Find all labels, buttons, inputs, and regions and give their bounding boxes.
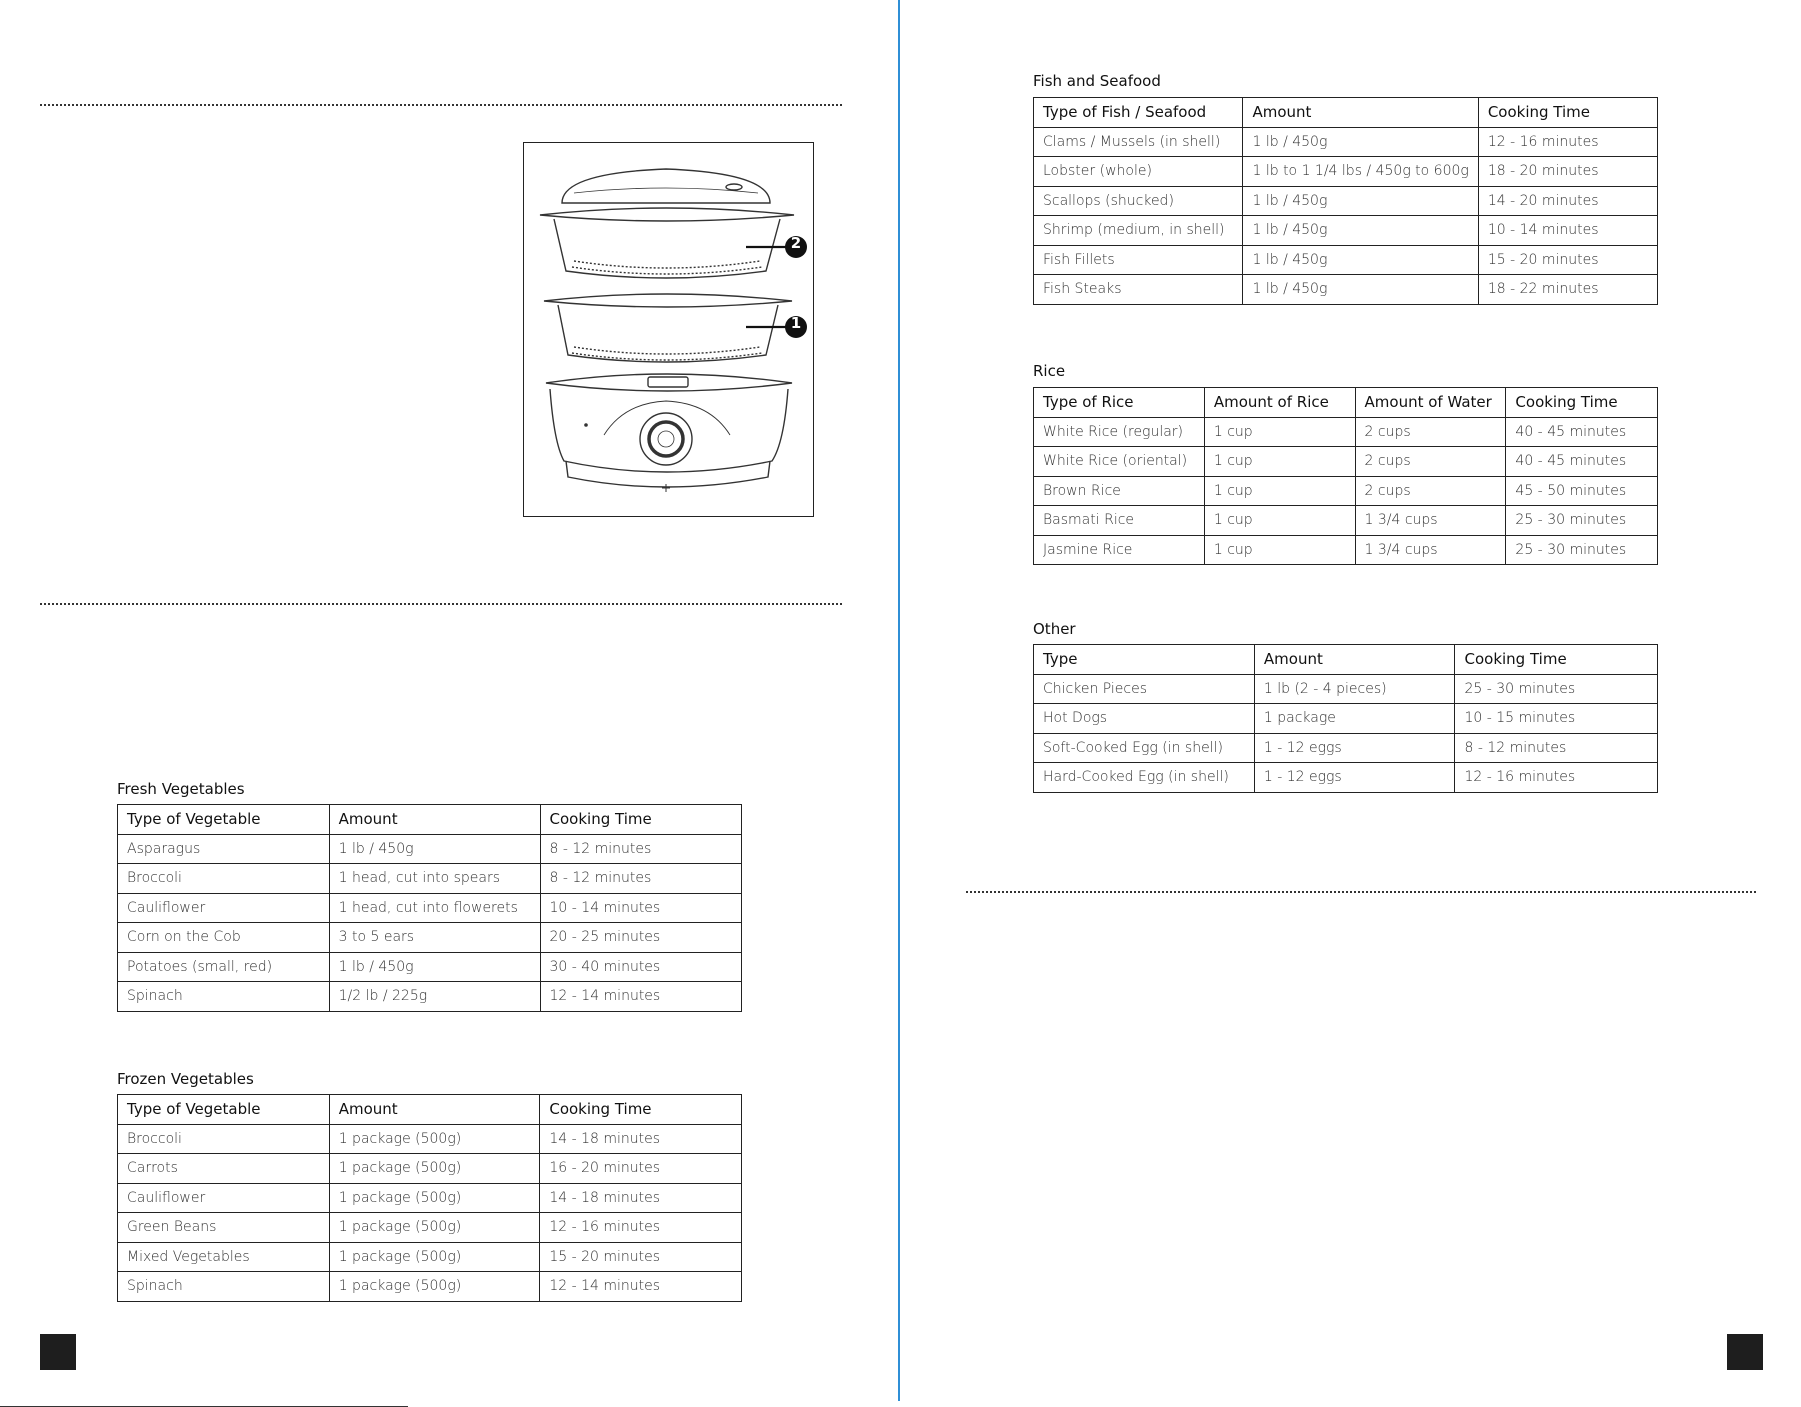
- table-row: [1034, 216, 1658, 246]
- table-cell: 25 - 30 minutes: [1506, 535, 1658, 565]
- table-cell: White Rice (regular): [1034, 417, 1205, 447]
- table-row: [1034, 447, 1658, 477]
- table-cell: 1 package (500g): [329, 1154, 540, 1184]
- table-cell: 12 - 16 minutes: [540, 1213, 742, 1243]
- table-cell: 10 - 15 minutes: [1455, 704, 1658, 734]
- table-cell: Cauliflower: [118, 893, 330, 923]
- table-cell: 1 head, cut into spears: [329, 864, 540, 894]
- table-cell: 1 cup: [1204, 506, 1355, 536]
- table-cell: 14 - 20 minutes: [1478, 186, 1657, 216]
- table-cell: Lobster (whole): [1034, 157, 1243, 187]
- table-cell: 30 - 40 minutes: [540, 952, 741, 982]
- table-cell: 1 cup: [1204, 417, 1355, 447]
- table-cell: 1 lb / 450g: [1243, 245, 1478, 275]
- table-cell: White Rice (oriental): [1034, 447, 1205, 477]
- column-header: Type of Vegetable: [118, 805, 330, 835]
- other-title: Other: [1033, 620, 1076, 638]
- table-cell: Spinach: [118, 982, 330, 1012]
- table-row: [118, 1213, 742, 1243]
- table-row: [1034, 127, 1658, 157]
- table-cell: 1 3/4 cups: [1355, 506, 1506, 536]
- table-row: [1034, 157, 1658, 187]
- frozen-vegetables-title: Frozen Vegetables: [117, 1070, 254, 1088]
- table-header-row: [1034, 388, 1658, 418]
- column-header: Amount: [329, 1095, 540, 1125]
- table-cell: 8 - 12 minutes: [540, 864, 741, 894]
- table-cell: 1 lb to 1 1/4 lbs / 450g to 600g: [1243, 157, 1478, 187]
- page-corner-mark: [40, 1334, 76, 1370]
- table-cell: Potatoes (small, red): [118, 952, 330, 982]
- table-cell: 45 - 50 minutes: [1506, 476, 1658, 506]
- table-cell: 3 to 5 ears: [329, 923, 540, 953]
- table-row: [118, 1272, 742, 1302]
- dotted-divider: [40, 603, 842, 605]
- table-header-row: [118, 805, 742, 835]
- table-row: [118, 982, 742, 1012]
- table-row: [118, 1124, 742, 1154]
- table-cell: 25 - 30 minutes: [1506, 506, 1658, 536]
- table-cell: 40 - 45 minutes: [1506, 417, 1658, 447]
- table-cell: 15 - 20 minutes: [540, 1242, 742, 1272]
- table-cell: 12 - 16 minutes: [1455, 763, 1658, 793]
- table-row: [1034, 275, 1658, 305]
- table-cell: Corn on the Cob: [118, 923, 330, 953]
- dotted-divider: [40, 104, 842, 106]
- table-cell: 10 - 14 minutes: [1478, 216, 1657, 246]
- table-cell: 1 3/4 cups: [1355, 535, 1506, 565]
- steamer-diagram: [523, 142, 814, 517]
- rice-table: [1033, 387, 1658, 565]
- table-row: [1034, 535, 1658, 565]
- fish-seafood-title: Fish and Seafood: [1033, 72, 1161, 90]
- table-cell: 40 - 45 minutes: [1506, 447, 1658, 477]
- rice-title: Rice: [1033, 362, 1066, 380]
- table-cell: Spinach: [118, 1272, 330, 1302]
- table-cell: Brown Rice: [1034, 476, 1205, 506]
- table-cell: 1/2 lb / 225g: [329, 982, 540, 1012]
- table-cell: 1 package (500g): [329, 1213, 540, 1243]
- table-cell: Clams / Mussels (in shell): [1034, 127, 1243, 157]
- column-header: Amount of Water: [1355, 388, 1506, 418]
- table-row: [1034, 674, 1658, 704]
- table-cell: 1 cup: [1204, 447, 1355, 477]
- table-cell: 2 cups: [1355, 447, 1506, 477]
- table-cell: 1 lb / 450g: [329, 834, 540, 864]
- frozen-vegetables-table: [117, 1094, 742, 1302]
- table-cell: Green Beans: [118, 1213, 330, 1243]
- fish-seafood-table: [1033, 97, 1658, 305]
- table-row: [1034, 506, 1658, 536]
- table-cell: 12 - 14 minutes: [540, 1272, 742, 1302]
- table-header-row: [1034, 98, 1658, 128]
- table-row: [1034, 704, 1658, 734]
- table-cell: 1 package (500g): [329, 1242, 540, 1272]
- table-row: [1034, 245, 1658, 275]
- table-row: [118, 1154, 742, 1184]
- table-cell: Mixed Vegetables: [118, 1242, 330, 1272]
- column-header: Amount: [1243, 98, 1478, 128]
- table-cell: 1 cup: [1204, 476, 1355, 506]
- dotted-divider: [966, 891, 1756, 893]
- column-header: Cooking Time: [540, 805, 741, 835]
- table-cell: 2 cups: [1355, 476, 1506, 506]
- table-cell: 25 - 30 minutes: [1455, 674, 1658, 704]
- table-cell: Fish Fillets: [1034, 245, 1243, 275]
- table-row: [1034, 186, 1658, 216]
- column-header: Cooking Time: [1478, 98, 1657, 128]
- table-cell: 8 - 12 minutes: [1455, 733, 1658, 763]
- column-header: Cooking Time: [1455, 645, 1658, 675]
- table-row: [118, 1183, 742, 1213]
- table-row: [118, 864, 742, 894]
- table-cell: 1 package: [1254, 704, 1455, 734]
- right-page: [900, 0, 1801, 1401]
- table-cell: Hot Dogs: [1034, 704, 1255, 734]
- fresh-vegetables-table: [117, 804, 742, 1012]
- table-cell: Cauliflower: [118, 1183, 330, 1213]
- steamer-illustration: [524, 143, 812, 515]
- table-cell: 18 - 22 minutes: [1478, 275, 1657, 305]
- table-cell: 1 lb / 450g: [1243, 216, 1478, 246]
- table-cell: Broccoli: [118, 864, 330, 894]
- table-cell: 12 - 16 minutes: [1478, 127, 1657, 157]
- table-row: [1034, 476, 1658, 506]
- table-cell: 1 lb / 450g: [1243, 186, 1478, 216]
- table-cell: Basmati Rice: [1034, 506, 1205, 536]
- table-cell: 1 cup: [1204, 535, 1355, 565]
- table-cell: Scallops (shucked): [1034, 186, 1243, 216]
- table-row: [1034, 763, 1658, 793]
- table-row: [118, 923, 742, 953]
- table-cell: 14 - 18 minutes: [540, 1124, 742, 1154]
- table-cell: 12 - 14 minutes: [540, 982, 741, 1012]
- table-cell: 2 cups: [1355, 417, 1506, 447]
- table-cell: 8 - 12 minutes: [540, 834, 741, 864]
- table-cell: 10 - 14 minutes: [540, 893, 741, 923]
- table-header-row: [1034, 645, 1658, 675]
- table-cell: Soft-Cooked Egg (in shell): [1034, 733, 1255, 763]
- table-cell: 1 lb / 450g: [329, 952, 540, 982]
- table-row: [118, 1242, 742, 1272]
- table-cell: 14 - 18 minutes: [540, 1183, 742, 1213]
- table-cell: 1 - 12 eggs: [1254, 763, 1455, 793]
- fresh-vegetables-title: Fresh Vegetables: [117, 780, 245, 798]
- table-cell: 1 lb / 450g: [1243, 127, 1478, 157]
- table-cell: 15 - 20 minutes: [1478, 245, 1657, 275]
- column-header: Amount: [329, 805, 540, 835]
- table-cell: 20 - 25 minutes: [540, 923, 741, 953]
- table-cell: 1 package (500g): [329, 1272, 540, 1302]
- table-cell: Hard-Cooked Egg (in shell): [1034, 763, 1255, 793]
- table-cell: Asparagus: [118, 834, 330, 864]
- table-cell: 18 - 20 minutes: [1478, 157, 1657, 187]
- column-header: Type of Rice: [1034, 388, 1205, 418]
- table-cell: Shrimp (medium, in shell): [1034, 216, 1243, 246]
- table-row: [118, 834, 742, 864]
- table-cell: 1 head, cut into flowerets: [329, 893, 540, 923]
- other-table: [1033, 644, 1658, 793]
- column-header: Type of Vegetable: [118, 1095, 330, 1125]
- table-cell: 1 package (500g): [329, 1183, 540, 1213]
- left-page: [0, 0, 898, 1401]
- table-cell: 1 package (500g): [329, 1124, 540, 1154]
- table-cell: Fish Steaks: [1034, 275, 1243, 305]
- table-cell: 1 - 12 eggs: [1254, 733, 1455, 763]
- table-cell: 1 lb (2 - 4 pieces): [1254, 674, 1455, 704]
- table-row: [118, 893, 742, 923]
- table-cell: 1 lb / 450g: [1243, 275, 1478, 305]
- page-corner-mark: [1727, 1334, 1763, 1370]
- table-cell: 16 - 20 minutes: [540, 1154, 742, 1184]
- callout-2-label: 2: [790, 234, 802, 252]
- table-cell: Carrots: [118, 1154, 330, 1184]
- table-cell: Jasmine Rice: [1034, 535, 1205, 565]
- table-row: [118, 952, 742, 982]
- column-header: Amount of Rice: [1204, 388, 1355, 418]
- column-header: Amount: [1254, 645, 1455, 675]
- table-cell: Chicken Pieces: [1034, 674, 1255, 704]
- callout-1-label: 1: [790, 314, 802, 332]
- table-row: [1034, 733, 1658, 763]
- column-header: Cooking Time: [1506, 388, 1658, 418]
- column-header: Type: [1034, 645, 1255, 675]
- table-header-row: [118, 1095, 742, 1125]
- table-row: [1034, 417, 1658, 447]
- table-cell: Broccoli: [118, 1124, 330, 1154]
- column-header: Type of Fish / Seafood: [1034, 98, 1243, 128]
- column-header: Cooking Time: [540, 1095, 742, 1125]
